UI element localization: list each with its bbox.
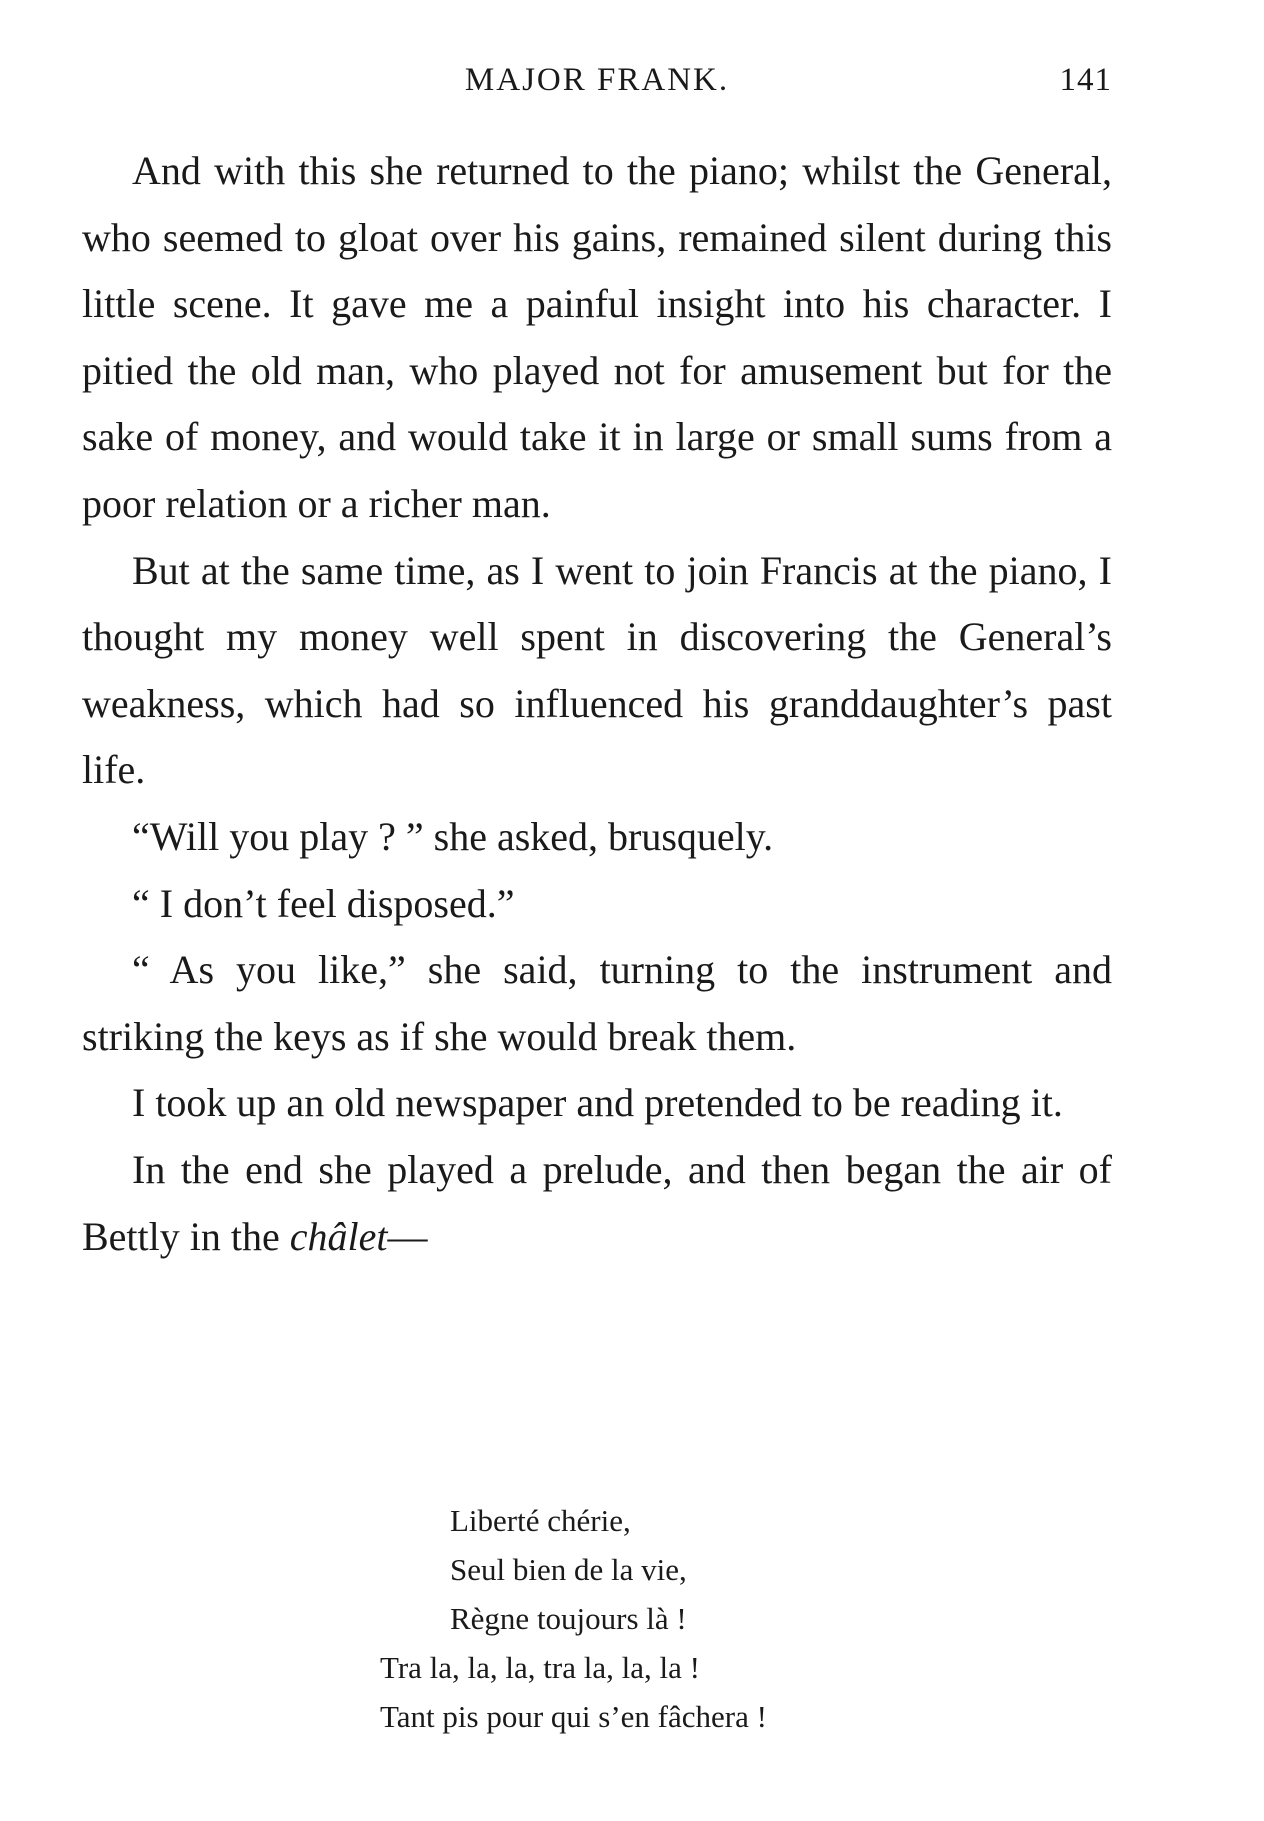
verse-line: Tant pis pour qui s’en fâchera !	[380, 1699, 767, 1734]
running-title: MAJOR FRANK.	[464, 62, 730, 98]
paragraph: I took up an old newspaper and pretended to be reading it.	[132, 1080, 1063, 1126]
running-header	[82, 62, 1112, 102]
paragraph	[82, 1137, 1112, 1270]
paragraph-text: In the end she played a prelude, and then began the air of Bettly in the	[82, 1146, 1112, 1259]
paragraph: “Will you play ? ” she asked, brusquely.	[132, 813, 774, 859]
italic-word: châlet	[289, 1213, 388, 1259]
paragraph: “ I don’t feel disposed.”	[132, 880, 515, 926]
verse-line: Règne toujours là !	[450, 1601, 687, 1636]
paragraph: And with this she returned to the piano; whilst the General, who seemed to gloat over his gains, remained silent during this little scene. It gave me a painful insight into his character. I pitied the old man, who played not for amusement but for the sake of money, and would take it in large or small sums from a poor relation or a richer man.	[82, 148, 1112, 526]
verse-line: Liberté chérie,	[450, 1503, 631, 1538]
verse-line: Seul bien de la vie,	[450, 1552, 687, 1587]
paragraph: “ As you like,” she said, turning to the instrument and striking the keys as if she would break them.	[82, 947, 1112, 1059]
verse-line: Tra la, la, la, tra la, la, la !	[380, 1650, 700, 1685]
paragraph: But at the same time, as I went to join Francis at the piano, I thought my money well spent in discovering the General’s weakness, which had so influenced his granddaughter’s past life.	[82, 547, 1112, 793]
em-dash: —	[387, 1213, 428, 1259]
page-number: 141	[1059, 62, 1112, 98]
verse-quotation	[380, 1496, 940, 1741]
body-text	[82, 138, 1112, 1270]
